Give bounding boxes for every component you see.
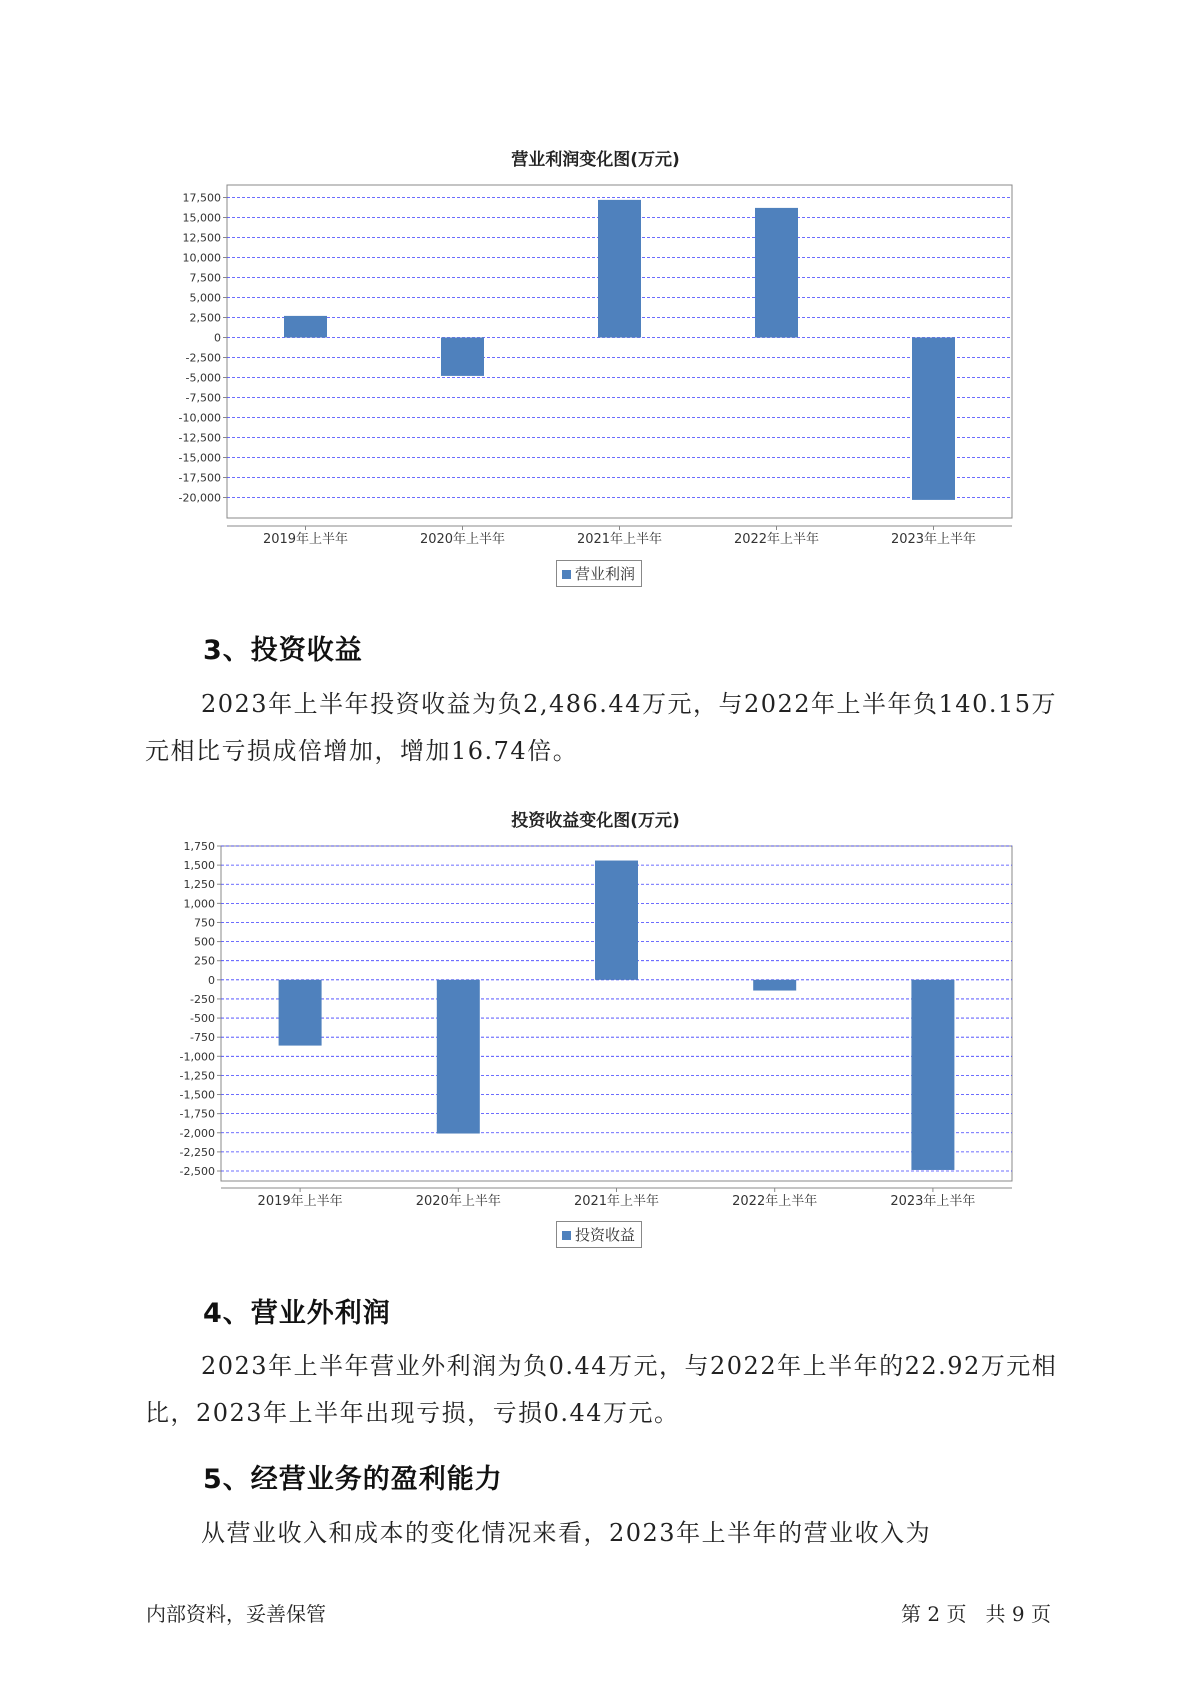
bar-2022年上半年: [753, 980, 796, 991]
bar-2021年上半年: [595, 861, 638, 980]
x-tick-label: 2019年上半年: [257, 1194, 343, 1209]
y-tick-label: -1,750: [179, 1107, 215, 1121]
y-tick-label: 15,000: [182, 211, 221, 225]
y-tick-label: 750: [194, 916, 215, 930]
y-tick-label: -20,000: [178, 491, 221, 505]
x-tick-label: 2020年上半年: [419, 532, 506, 547]
chart-title-operating-profit: 营业利润变化图(万元): [511, 150, 680, 170]
legend-swatch: [562, 1231, 571, 1240]
y-tick-label: -5,000: [185, 371, 221, 385]
y-tick-label: -10,000: [178, 411, 221, 425]
y-tick-label: 1,500: [183, 859, 215, 873]
x-tick-label: 2020年上半年: [415, 1194, 501, 1209]
x-tick-label: 2019年上半年: [262, 532, 349, 547]
bar-2021年上半年: [598, 200, 641, 338]
bar-2022年上半年: [755, 208, 798, 338]
y-tick-label: -750: [190, 1031, 215, 1045]
footer-page-number: 第 2 页 共 9 页: [901, 1602, 1051, 1626]
y-tick-label: -2,250: [179, 1145, 215, 1159]
section-paragraph-non-operating-profit: 2023年上半年营业外利润为负0.44万元，与2022年上半年的22.92万元相比，2023年上半年出现亏损，亏损0.44万元。: [145, 1352, 1058, 1427]
y-tick-label: -7,500: [185, 391, 221, 405]
legend-label: 营业利润: [575, 565, 636, 583]
y-tick-label: 12,500: [182, 231, 221, 245]
x-tick-label: 2021年上半年: [576, 532, 663, 547]
section-heading-profitability: 5、经营业务的盈利能力: [203, 1464, 503, 1495]
bar-2023年上半年: [911, 980, 954, 1170]
x-tick-label: 2023年上半年: [890, 532, 977, 547]
y-tick-label: 250: [194, 954, 215, 968]
operating-profit-chart: [0, 180, 1191, 547]
y-tick-label: 1,250: [183, 878, 215, 892]
y-tick-label: -2,000: [179, 1126, 215, 1140]
bar-2019年上半年: [284, 316, 327, 338]
y-tick-label: -2,500: [185, 351, 221, 365]
bar-2020年上半年: [441, 338, 484, 376]
footer-confidential-note: 内部资料，妥善保管: [146, 1602, 326, 1626]
section-paragraph-investment-income: 2023年上半年投资收益为负2,486.44万元，与2022年上半年负140.15万元相比亏损成倍增加，增加16.74倍。: [145, 690, 1058, 765]
y-tick-label: -17,500: [178, 471, 221, 485]
y-tick-label: 5,000: [189, 291, 221, 305]
legend-label: 投资收益: [575, 1226, 636, 1244]
legend-investment-income: [556, 1221, 642, 1248]
y-tick-label: 10,000: [182, 251, 221, 265]
y-tick-label: 2,500: [189, 311, 221, 325]
investment-income-chart: [0, 838, 1191, 1209]
section-heading-non-operating-profit: 4、营业外利润: [203, 1298, 391, 1329]
y-tick-label: -1,500: [179, 1088, 215, 1102]
y-tick-label: -1,250: [179, 1069, 215, 1083]
x-tick-label: 2022年上半年: [732, 1194, 818, 1209]
bar-2023年上半年: [912, 338, 955, 500]
y-tick-label: -2,500: [179, 1165, 215, 1178]
chart-title-investment-income: 投资收益变化图(万元): [511, 811, 680, 831]
legend-swatch: [562, 570, 571, 579]
x-tick-label: 2023年上半年: [890, 1194, 976, 1209]
bar-2020年上半年: [437, 980, 480, 1134]
y-tick-label: -12,500: [178, 431, 221, 445]
section-paragraph-profitability: 从营业收入和成本的变化情况来看，2023年上半年的营业收入为: [201, 1519, 932, 1547]
bar-2019年上半年: [279, 980, 322, 1046]
y-tick-label: 1,000: [183, 897, 215, 911]
y-tick-label: 0: [208, 973, 215, 987]
y-tick-label: -1,000: [179, 1050, 215, 1064]
y-tick-label: 0: [214, 331, 221, 345]
y-tick-label: -15,000: [178, 451, 221, 465]
y-tick-label: 7,500: [189, 271, 221, 285]
y-tick-label: 1,750: [183, 840, 215, 853]
x-tick-label: 2021年上半年: [573, 1194, 660, 1209]
y-tick-label: -250: [190, 992, 215, 1006]
y-tick-label: -500: [190, 1012, 215, 1026]
y-tick-label: 17,500: [182, 191, 221, 205]
section-heading-investment-income: 3、投资收益: [203, 635, 363, 666]
y-tick-label: 500: [194, 935, 215, 949]
x-tick-label: 2022年上半年: [733, 532, 820, 547]
legend-operating-profit: [556, 560, 642, 587]
